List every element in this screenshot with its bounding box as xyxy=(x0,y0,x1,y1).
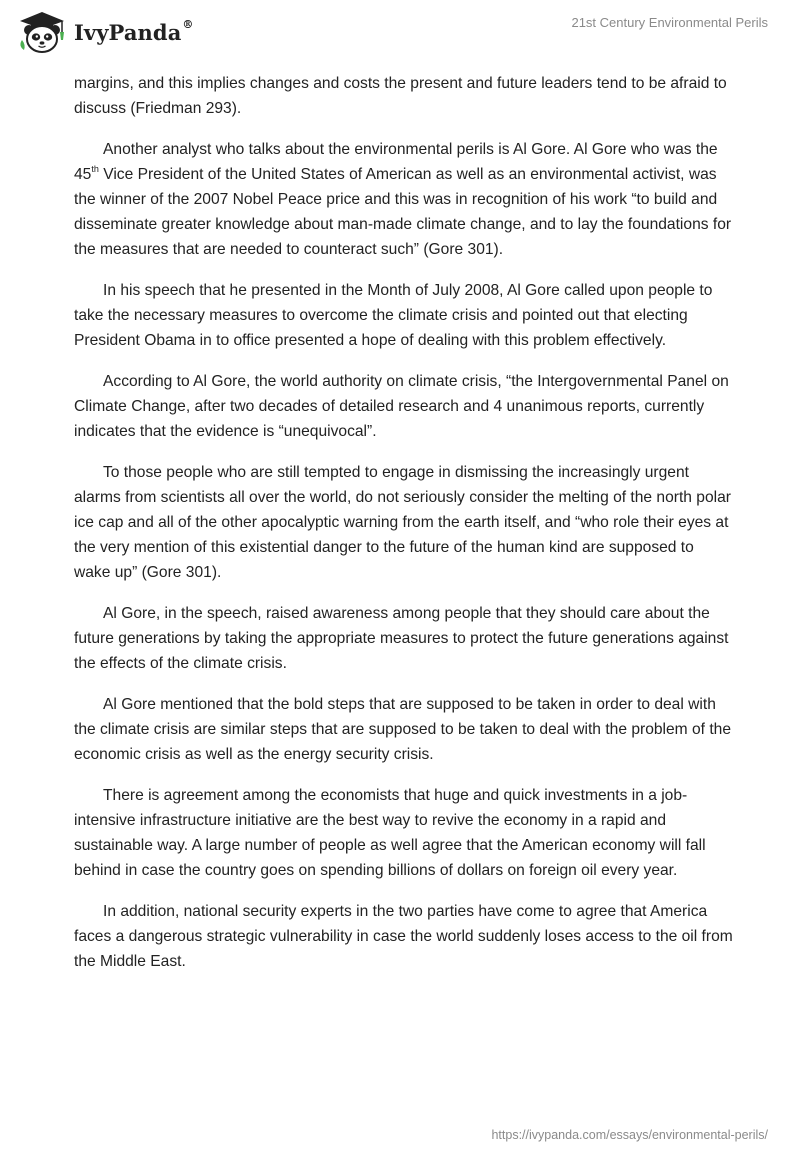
paragraph: In addition, national security experts in the two parties have come to agree that America faces a dangerous strategic vulnerability in case the world suddenly loses access to the oil from the Middle East. xyxy=(74,903,733,970)
brand-name: IvyPanda® xyxy=(74,17,194,45)
paragraph: There is agreement among the economists that huge and quick investments in a job-intensive infrastructure initiative are the best way to revive the economy in a rapid and sustainable way. A large number of people as well agree that the American economy will fall behind in case the country goes on spending billions of dollars on foreign oil every year. xyxy=(74,787,706,879)
source-url[interactable]: https://ivypanda.com/essays/environmental-perils/ xyxy=(491,1128,768,1142)
paragraph: According to Al Gore, the world authority on climate crisis, “the Intergovernmental Panel on Climate Change, after two decades of detailed research and 4 unanimous reports, currently indicates that the evidence is “unequivocal”. xyxy=(74,373,729,440)
essay-body xyxy=(74,71,734,990)
page-header xyxy=(0,0,800,70)
paragraph: Al Gore mentioned that the bold steps that are supposed to be taken in order to deal with the climate crisis are similar steps that are supposed to be taken to deal with the problem of the economic crisis as well as the energy security crisis. xyxy=(74,696,732,763)
paragraph-gore-intro: Another analyst who talks about the environmental perils is Al Gore. Al Gore who was the 45th Vice President of the United States of American as well as an environmental activist, was the winner of the 2007 Nobel Peace price and this was in recognition of his work “to build and disseminate greater knowledge about man-made climate change, and to lay the foundations for the measures that are needed to counteract such” (Gore 301). xyxy=(74,141,732,258)
paragraph: Al Gore, in the speech, raised awareness among people that they should care about the future generations by taking the appropriate measures to protect the future generations against the effects of the climate crisis. xyxy=(74,605,729,672)
document-title: 21st Century Environmental Perils xyxy=(571,15,768,30)
brand-logo[interactable] xyxy=(16,10,194,54)
paragraph: To those people who are still tempted to engage in dismissing the increasingly urgent alarms from scientists all over the world, do not seriously consider the melting of the north polar ice cap and all of the other apocalyptic warning from the earth itself, and “who role their eyes at the very mention of this existential danger to the future of the human kind are supposed to wake up” (Gore 301). xyxy=(74,464,731,581)
paragraph: In his speech that he presented in the Month of July 2008, Al Gore called upon people to take the necessary measures to overcome the climate crisis and pointed out that electing President Obama in to office presented a hope of dealing with this problem effectively. xyxy=(74,282,713,349)
panda-graduation-cap-icon xyxy=(16,10,68,54)
paragraph: margins, and this implies changes and costs the present and future leaders tend to be afraid to discuss (Friedman 293). xyxy=(74,75,727,117)
